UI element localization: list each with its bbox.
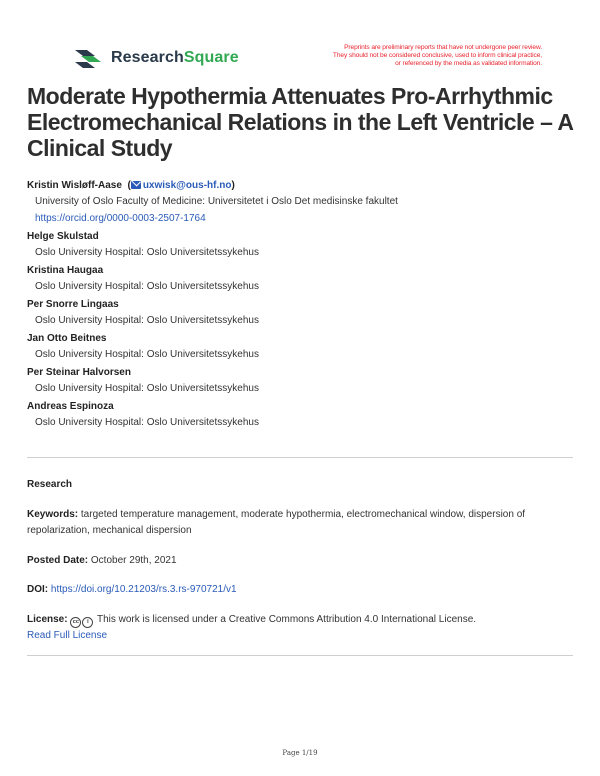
- author-affiliation: Oslo University Hospital: Oslo Universitetssykehus: [35, 349, 259, 360]
- section-divider: [27, 457, 573, 458]
- author-name: Per Steinar Halvorsen: [27, 367, 131, 378]
- license: License: cc i This work is licensed under a Creative Commons Attribution 4.0 International License. Read Full License: [27, 614, 477, 641]
- doi: DOI: https://doi.org/10.21203/rs.3.rs-970721/v1: [27, 584, 237, 595]
- email-icon: [131, 181, 141, 189]
- section-divider: [27, 655, 573, 656]
- keywords-value: targeted temperature management, moderate hypothermia, electromechanical window, dispersion of repolarization, mechanical dispersion: [27, 509, 526, 536]
- read-full-license-link[interactable]: Read Full License: [27, 630, 108, 641]
- research-square-logo[interactable]: [73, 46, 239, 70]
- attribution-icon: i: [82, 617, 93, 628]
- author-affiliation: Oslo University Hospital: Oslo Universitetssykehus: [35, 417, 259, 428]
- research-square-wordmark: ResearchSquare: [111, 49, 239, 66]
- license-text: This work is licensed under a Creative Commons Attribution 4.0 International License.: [96, 614, 477, 625]
- author-affiliation: University of Oslo Faculty of Medicine: Universitetet i Oslo Det medisinske fakultet: [35, 196, 398, 207]
- paper-title: Moderate Hypothermia Attenuates Pro-Arrhythmic Electromechanical Relations in the Left Ventricle – A Clinical Study: [27, 83, 573, 161]
- author-entry: [27, 263, 579, 295]
- author-name: Kristina Haugaa: [27, 265, 104, 276]
- keywords: Keywords: targeted temperature management, moderate hypothermia, electromechanical window, dispersion of repolarization, mechanical dispersion: [27, 509, 526, 536]
- author-list: [27, 178, 579, 433]
- author-affiliation: Oslo University Hospital: Oslo Universitetssykehus: [35, 383, 259, 394]
- posted-date-value: October 29th, 2021: [90, 555, 177, 566]
- author-name: Helge Skulstad: [27, 231, 99, 242]
- doi-link[interactable]: https://doi.org/10.21203/rs.3.rs-970721/v1: [50, 584, 237, 595]
- disclaimer-line: Preprints are preliminary reports that have not undergone peer review.: [344, 44, 542, 51]
- author-affiliation: Oslo University Hospital: Oslo Universitetssykehus: [35, 281, 259, 292]
- author-entry: [27, 365, 579, 397]
- author-affiliation: Oslo University Hospital: Oslo Universitetssykehus: [35, 315, 259, 326]
- author-affiliation: Oslo University Hospital: Oslo Universitetssykehus: [35, 247, 259, 258]
- author-entry: [27, 229, 579, 261]
- article-type: Research: [27, 479, 73, 490]
- author-orcid-link[interactable]: https://orcid.org/0000-0003-2507-1764: [35, 213, 206, 224]
- author-entry: [27, 297, 579, 329]
- author-entry: [27, 178, 579, 227]
- preprint-disclaimer: [270, 44, 542, 68]
- author-entry: [27, 399, 579, 431]
- disclaimer-line: They should not be considered conclusive, used to inform clinical practice,: [332, 52, 542, 59]
- author-email-link[interactable]: uxwisk@ous-hf.no: [142, 180, 232, 191]
- author-name: Andreas Espinoza: [27, 401, 114, 412]
- author-name: Jan Otto Beitnes: [27, 333, 107, 344]
- disclaimer-line: or referenced by the media as validated information.: [395, 60, 542, 67]
- posted-date: Posted Date: October 29th, 2021: [27, 555, 177, 566]
- research-square-logo-icon: [73, 46, 103, 70]
- author-name: Per Snorre Lingaas: [27, 299, 119, 310]
- cc-icon: cc: [70, 617, 81, 628]
- author-name: Kristin Wisløff-Aase ( uxwisk@ous-hf.no): [27, 180, 235, 191]
- author-entry: [27, 331, 579, 363]
- page-number: Page 1/19: [282, 749, 318, 757]
